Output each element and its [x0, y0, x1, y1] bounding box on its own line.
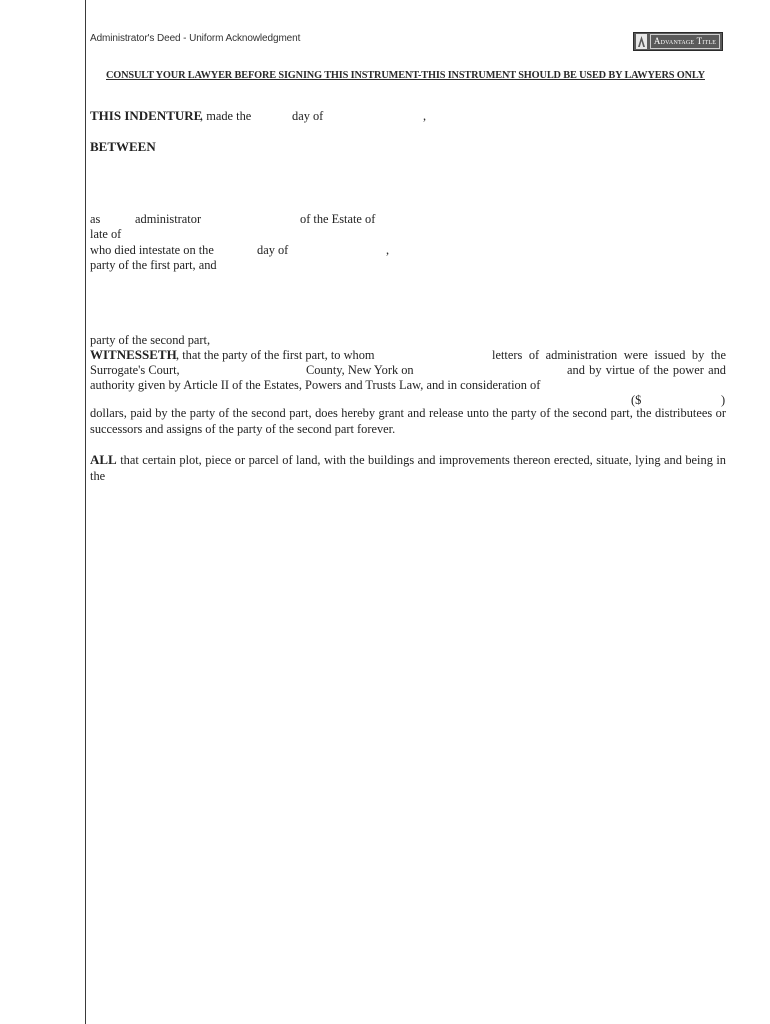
- logo-text: Advantage Title: [650, 34, 720, 49]
- indenture-made-the: , made the: [200, 109, 252, 123]
- indenture-month-year-field[interactable]: [330, 106, 420, 124]
- party-first-part-label: party of the first part, and: [90, 258, 217, 272]
- amount-close-paren: ): [721, 393, 726, 407]
- death-day-field[interactable]: [220, 241, 254, 257]
- all-clause-text: that certain plot, piece or parcel of land, with the buildings and improvements thereon erected, situate, lying and being in the: [90, 453, 726, 483]
- indenture-comma: ,: [423, 109, 427, 123]
- witnesseth-text-a: , that the party of the first part, to whom: [176, 348, 375, 362]
- death-day-of-label: day of: [257, 243, 289, 257]
- all-clause-paragraph: [90, 452, 726, 484]
- witnesseth-heading: WITNESSETH: [90, 347, 177, 362]
- county-field[interactable]: [184, 361, 302, 377]
- lawyer-warning: CONSULT YOUR LAWYER BEFORE SIGNING THIS INSTRUMENT-THIS INSTRUMENT SHOULD BE USED BY LAWYERS ONLY: [106, 70, 705, 81]
- death-comma: ,: [386, 243, 390, 257]
- indenture-day-of: day of: [292, 109, 324, 123]
- letters-date-field[interactable]: [408, 361, 563, 377]
- left-margin-rule: [85, 0, 86, 1024]
- form-title: Administrator's Deed - Uniform Acknowledgment: [90, 33, 301, 44]
- amount-open-paren: ($: [631, 393, 642, 407]
- died-intestate-label: who died intestate on the: [90, 243, 214, 257]
- advantage-title-logo: [633, 32, 723, 51]
- indenture-day-field[interactable]: [256, 106, 288, 124]
- power-authority-label: and by virtue of the power and: [567, 363, 726, 377]
- administrator-name-field[interactable]: [384, 346, 488, 362]
- indenture-heading: THIS INDENTURE: [90, 108, 203, 123]
- as-label: as: [90, 212, 101, 226]
- decedent-name-field[interactable]: [380, 210, 720, 226]
- grant-release-paragraph: dollars, paid by the party of the second part, does hereby grant and release unto the party of the second part, the distributees or successors and assigns of the party of the second part forever.: [90, 406, 726, 436]
- second-party-name-field[interactable]: [90, 276, 720, 326]
- eptl-authority-text: authority given by Article II of the Estates, Powers and Trusts Law, and in consideration of: [90, 378, 541, 392]
- administrator-label: administrator: [135, 212, 202, 226]
- decedent-address-field[interactable]: [128, 225, 718, 241]
- estate-of-label: of the Estate of: [300, 212, 376, 226]
- county-new-york-label: County, New York on: [306, 363, 414, 377]
- between-heading: BETWEEN: [90, 139, 156, 154]
- first-party-name-field[interactable]: [90, 158, 720, 208]
- witnesseth-text-b: letters of administration were issued by the: [492, 348, 726, 362]
- surrogates-court-label: Surrogate's Court,: [90, 363, 180, 377]
- logo-emblem-icon: [636, 34, 647, 49]
- party-second-part-label: party of the second part,: [90, 333, 211, 347]
- death-month-year-field[interactable]: [292, 241, 384, 257]
- late-of-label: late of: [90, 227, 122, 241]
- all-heading: ALL: [90, 452, 117, 467]
